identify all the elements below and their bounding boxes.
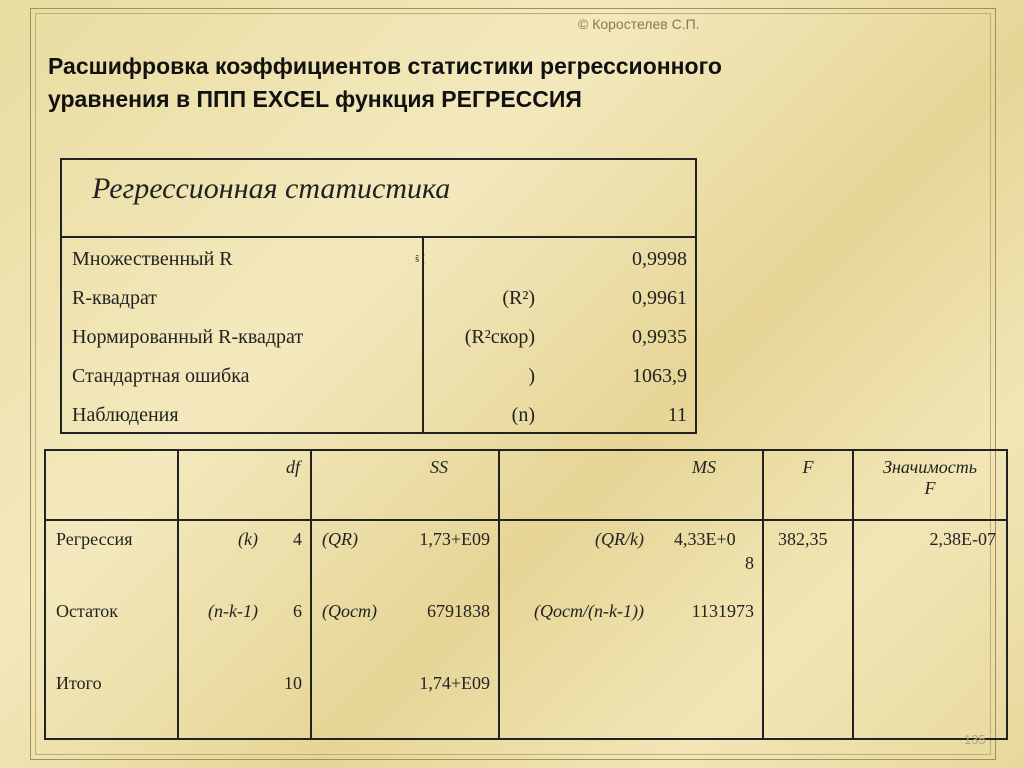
anova-header-ss <box>311 450 499 520</box>
anova-f-cell <box>763 520 853 739</box>
stat-label: Стандартная ошибка <box>72 365 250 387</box>
stat-value: 0,9961 <box>632 287 687 309</box>
page-number: 135 <box>964 732 986 747</box>
anova-header-significance <box>853 450 1007 520</box>
f-value-regression: 382,35 <box>778 529 828 549</box>
header-sig-line1: Значимость <box>883 457 977 477</box>
anova-header-df <box>178 450 311 520</box>
stat-note: ) <box>528 365 535 387</box>
stat-value: 11 <box>667 404 687 426</box>
stat-note: (n) <box>511 404 535 426</box>
ms-value-residual: 1131973 <box>691 601 754 621</box>
copyright-text: © Коростелев С.П. <box>578 16 700 32</box>
ss-note-regression: (QR) <box>322 529 358 549</box>
stat-label: Множественный R <box>72 248 233 270</box>
anova-header-f <box>763 450 853 520</box>
anova-labels-cell <box>45 520 178 739</box>
anova-significance-cell <box>853 520 1007 739</box>
anova-body-row <box>45 520 1007 739</box>
stat-label: Нормированный R-квадрат <box>72 326 304 348</box>
df-value-residual: 6 <box>293 601 302 621</box>
ms-value-regression-line1: 4,33E+0 <box>674 529 736 549</box>
row-label-regression: Регрессия <box>56 529 133 549</box>
row-label-residual: Остаток <box>56 601 118 621</box>
anova-ss-cell <box>311 520 499 739</box>
ms-note-residual: (Qост/(n-k-1)) <box>534 601 644 621</box>
anova-header-ms <box>499 450 763 520</box>
stat-row-observations <box>62 404 695 442</box>
regression-stats-header <box>62 160 695 238</box>
ss-value-total: 1,74+E09 <box>419 673 490 693</box>
slide-title <box>48 50 948 116</box>
stat-note: (R²скор) <box>464 326 535 348</box>
anova-header-row <box>45 450 1007 520</box>
stat-row-multiple-r <box>62 248 695 286</box>
df-value-regression: 4 <box>293 529 302 549</box>
sig-value-regression: 2,38E-07 <box>929 529 996 549</box>
ss-value-regression: 1,73+E09 <box>419 529 490 549</box>
df-note-residual: (n-k-1) <box>208 601 258 621</box>
stat-value: 0,9935 <box>632 326 687 348</box>
title-line-1: Расшифровка коэффициентов статистики регрессионного <box>48 53 722 79</box>
anova-header-empty <box>45 450 178 520</box>
row-label-total: Итого <box>56 673 102 693</box>
header-ss-text: SS <box>430 457 448 477</box>
header-sig-line2: F <box>924 478 936 498</box>
stat-label: Наблюдения <box>72 404 179 426</box>
anova-df-cell <box>178 520 311 739</box>
stat-row-standard-error <box>62 365 695 403</box>
ss-note-residual: (Qост) <box>322 601 377 621</box>
ms-note-regression: (QR/k) <box>595 529 644 549</box>
ss-value-residual: 6791838 <box>427 601 490 621</box>
header-f-text: F <box>802 457 814 477</box>
stat-row-r-square <box>62 287 695 325</box>
stat-row-adjusted-r-square <box>62 326 695 364</box>
df-note-regression: (k) <box>238 529 258 549</box>
stat-note: ŝ ( <box>415 254 425 265</box>
anova-ms-cell <box>499 520 763 739</box>
header-ms-text: MS <box>692 457 716 477</box>
header-df-text: df <box>285 457 300 477</box>
stat-note: (R²) <box>502 287 535 309</box>
df-value-total: 10 <box>284 673 302 693</box>
regression-stats-title: Регрессионная статистика <box>92 172 451 205</box>
ms-value-regression-line2: 8 <box>745 553 754 573</box>
stat-value: 0,9998 <box>632 248 687 270</box>
title-line-2: уравнения в ППП EXCEL функция РЕГРЕССИЯ <box>48 86 582 112</box>
stat-label: R-квадрат <box>72 287 158 309</box>
stat-value: 1063,9 <box>632 365 687 387</box>
regression-stats-table <box>60 158 697 434</box>
anova-table <box>44 449 1008 740</box>
